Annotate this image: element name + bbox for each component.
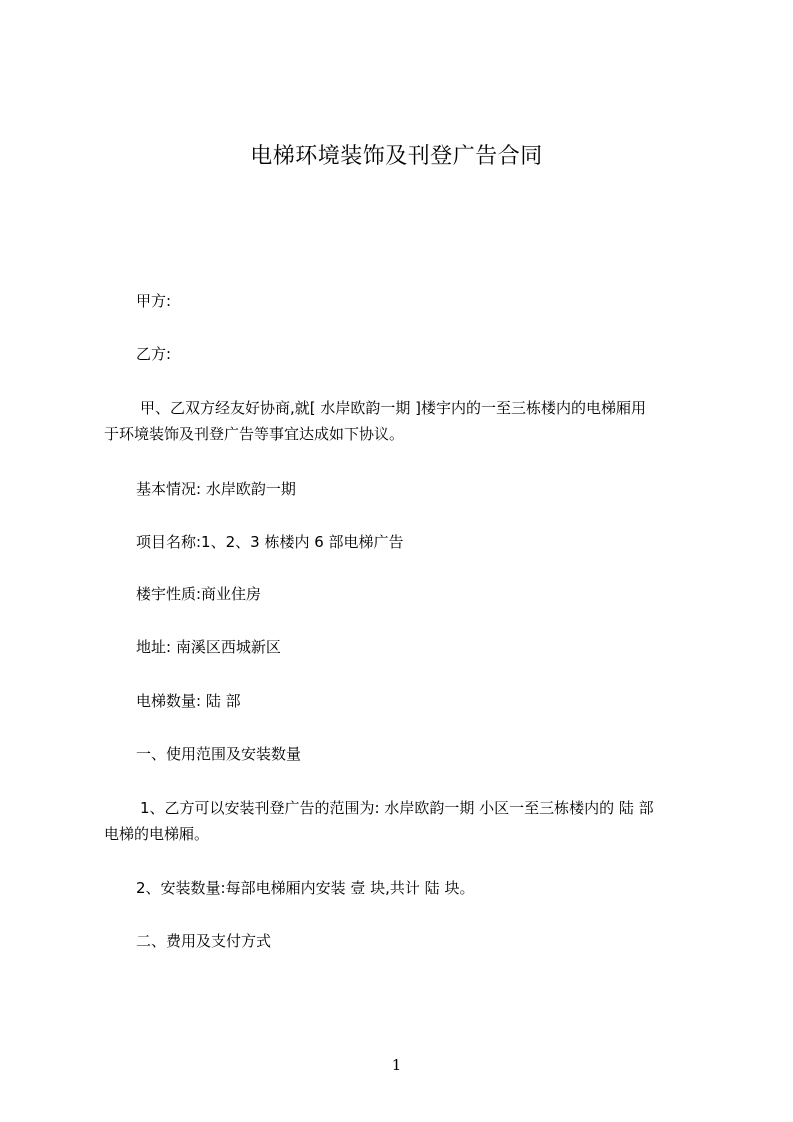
basic-info-line: 基本情况: 水岸欧韵一期	[136, 480, 296, 498]
elevator-count-line: 电梯数量: 陆 部	[136, 692, 241, 710]
party-a-label: 甲方:	[136, 292, 172, 310]
party-b-label: 乙方:	[136, 345, 172, 363]
section-2-heading: 二、费用及支付方式	[136, 932, 272, 950]
intro-paragraph-line-1: 甲、乙双方经友好协商,就[ 水岸欧韵一期 ]楼宇内的一至三栋楼内的电梯厢用	[140, 399, 647, 417]
building-type-line: 楼宇性质:商业住房	[136, 585, 262, 603]
project-name-line: 项目名称:1、2、3 栋楼内 6 部电梯广告	[136, 533, 404, 551]
address-line: 地址: 南溪区西城新区	[136, 638, 281, 656]
clause-2-line: 2、安装数量:每部电梯厢内安装 壹 块,共计 陆 块。	[136, 879, 475, 897]
document-title: 电梯环境装饰及刊登广告合同	[250, 144, 543, 169]
page-number: 1	[391, 1056, 402, 1074]
intro-paragraph-line-2: 于环境装饰及刊登广告等事宜达成如下协议。	[104, 425, 405, 443]
section-1-heading: 一、使用范围及安装数量	[136, 745, 302, 763]
clause-1-line-1: 1、乙方可以安装刊登广告的范围为: 水岸欧韵一期 小区一至三栋楼内的 陆 部	[140, 799, 654, 817]
clause-1-line-2: 电梯的电梯厢。	[104, 825, 210, 843]
